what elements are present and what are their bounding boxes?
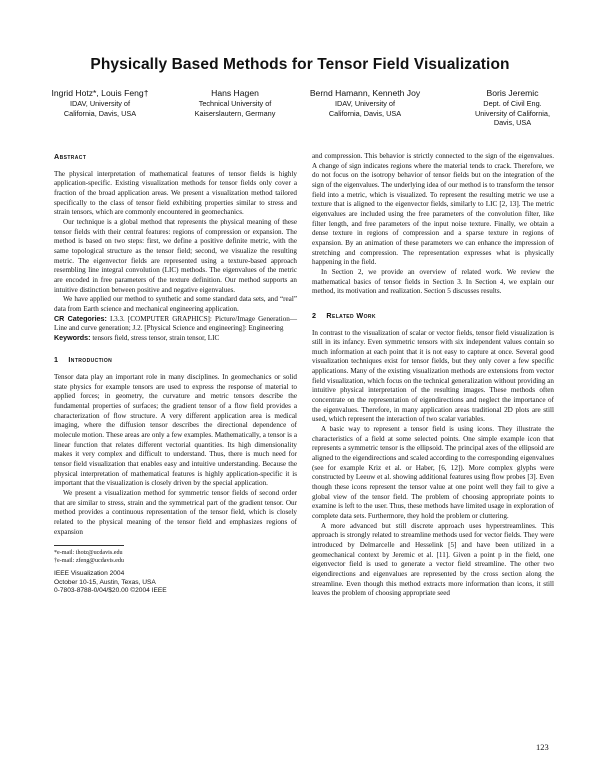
page-number: 123 bbox=[536, 742, 549, 752]
left-column bbox=[54, 152, 297, 596]
author-group-1 bbox=[40, 88, 160, 118]
author-names: Ingrid Hotz*, Louis Feng† bbox=[51, 88, 149, 98]
author-affiliation: University of California, bbox=[474, 108, 551, 118]
body-paragraph: A more advanced but still discrete approach uses hyperstreamlines. This approach is strongly related to streamline methods used for vector fields. They were introduced by Delmarcelle and Hesselink [5] and have been utilized in a geomechanical context by Jeremic et al. [11]. Given a point p in the field, one eigenvector field is used to generate a vector field streamline. The other two eigendirections and eigenvalues are represented by the cross section along the streamline. Even though this method extracts more information than icons, it still leaves the problem of choosing appropriate seed bbox=[312, 521, 554, 598]
body-paragraph: We present a visualization method for symmetric tensor fields of second order that are similar to stress, strain and the symmetrical part of the gradient tensor. Our method provides a continuous representation of the tensor field, which is closely related to the physical meaning of the tensor field and emphasizes regions of expansion bbox=[54, 489, 297, 536]
author-affiliation: IDAV, University of bbox=[334, 99, 396, 108]
section-heading-introduction bbox=[54, 355, 297, 365]
author-affiliation: IDAV, University of bbox=[69, 99, 131, 108]
cr-categories-label: CR Categories: bbox=[54, 314, 107, 323]
conference-line: October 10-15, Austin, Texas, USA bbox=[54, 578, 156, 586]
footnote-divider bbox=[54, 545, 124, 546]
body-paragraph: Tensor data play an important role in many disciplines. In geomechanics or solid state physics for example tensors are used to express the response of material to applied forces; in geometry, the curvature and metric tensors describe the fundamental properties of surfaces; the gradient tensor of a flow field provides a characterization of flow structure. A very different application area is medical imaging, where the diffusion tensor describes the directional dependence of molecule motion. These areas are only a few examples. Mathematically, a tensor is a linear function that relates different vectorial quantities. Its high dimensionality makes it very complex and difficult to understand. Thus, there is much need for tensor field visualization that enables easy and intuitive understanding. Because the physical interpretation of mathematical features is highly application-specific it is important that the visualization is closely driven by the special application. bbox=[54, 373, 297, 488]
author-group-4 bbox=[455, 88, 570, 128]
conference-line: 0-7803-8788-0/04/$20.00 ©2004 IEEE bbox=[54, 587, 167, 595]
author-group-2 bbox=[175, 88, 295, 118]
body-paragraph: In Section 2, we provide an overview of related work. We review the mathematical basics of tensor fields in Section 3. In Section 4, we explain our method, its motivation and realization. Section 5 discusses results. bbox=[312, 267, 554, 296]
body-paragraph: In contrast to the visualization of scalar or vector fields, tensor field visualization is still in its infancy. Even symmetric tensors with six independent values contain so much information at each point that it is not easy to capture at once. Several good visualization techniques exist for tensor fields, but they only cover a few specific applications. Many of the existing visualization methods are extensions from vector field visualization, which focus on the technical generalization without providing an intuitive physical interpretation of the resulting images. These methods often concentrate on the representation of eigendirections and neglect the importance of the eigenvalues. Therefore, in many application areas traditional 2D plots are still used, which represent the interaction of two scalar variables. bbox=[312, 328, 554, 424]
section-number: 2 bbox=[312, 310, 317, 320]
section-heading-related-work bbox=[312, 311, 554, 321]
footnote: †e-mail: zfeng@ucdavis.edu bbox=[54, 558, 124, 565]
section-number: 1 bbox=[54, 355, 59, 365]
conference-info bbox=[54, 570, 297, 596]
author-group-3 bbox=[290, 88, 440, 118]
author-affiliation: California, Davis, USA bbox=[63, 108, 137, 118]
author-names: Boris Jeremic bbox=[486, 88, 539, 98]
author-affiliation: Kaiserslautern, Germany bbox=[194, 108, 276, 118]
right-column bbox=[312, 152, 554, 599]
keywords bbox=[54, 334, 297, 344]
author-affiliation: Technical University of bbox=[198, 99, 272, 108]
author-affiliation: Davis, USA bbox=[493, 118, 532, 127]
section-title: Related Work bbox=[326, 310, 376, 320]
section-title: Introduction bbox=[68, 355, 113, 365]
abstract-paragraph: We have applied our method to synthetic and some standard data sets, and “real” data from Earth science and mechanical engineering application. bbox=[54, 295, 297, 313]
author-names: Bernd Hamann, Kenneth Joy bbox=[309, 88, 421, 98]
body-paragraph: and compression. This behavior is strictly connected to the sign of the eigenvalues. A change of sign indicates regions where the material tends to crack. Therefore, we do not focus on the isotropy behavior of tensor fields but on the integration of the sign of the eigenvalues. The underlying idea of our method is to transform the tensor field into a metric, which is visualized. To represent the resulting metric we use a texture that is aligned to the eigenvector fields, similarly to LIC [2, 13]. The metric eigenvalues are included using the free parameters of the convolution filter, like filter length, and free parameters of the input noise texture. Finally, we obtain a dense texture in regions of compression and a sparse texture in regions of expansion. By an animation of these parameters we can enhance the impression of stretching and compression. The representation expresses what is physically happening in the field. bbox=[312, 152, 554, 267]
body-paragraph: A basic way to represent a tensor field is using icons. They illustrate the characteristics of a field at some selected points. One simple example icon that represents a symmetric tensor is the ellipsoid. The principal axes of the ellipsoid are aligned to the eigendirections and scaled according to the corresponding eigenvalues (see for example Kriz et al. or Haber, [6, 12]). More complex glyphs were constructed by Leeuw et al. showing additional features using flow probes [3]. Even though these icons represent the tensor value at one point well they fail to give a global view of the tensor field. The problem of choosing appropriate points to examine is left to the user. Thus, these methods have limited usage in exploration of complete data sets. Furthermore, they hold the problem or cluttering. bbox=[312, 425, 554, 520]
abstract-paragraph: Our technique is a global method that represents the physical meaning of these tensor fields with their central features: regions of compression or expansion. The method is based on two steps: first, we define a positive definite metric, with the same topological structure as the tensor field; second, we visualize the resulting metric. The eigenvector fields are represented using a texture-based approach resembling line integral convolution (LIC) methods. The eigenvalues of the metric are encoded in free parameters of the texture definition. Our method supports an intuitive distinction between positive and negative eigenvalues. bbox=[54, 217, 297, 294]
keywords-label: Keywords: bbox=[54, 333, 91, 342]
footnote: *e-mail: ihotz@ucdavis.edu bbox=[54, 550, 123, 557]
author-affiliation: Dept. of Civil Eng. bbox=[483, 99, 542, 108]
abstract-heading: Abstract bbox=[54, 152, 87, 161]
paper-title: Physically Based Methods for Tensor Field Visualization bbox=[90, 56, 510, 73]
cr-categories bbox=[54, 315, 297, 334]
conference-line: IEEE Visualization 2004 bbox=[54, 570, 125, 578]
cr-categories-text: I.3.3. [COMPUTER GRAPHICS]: Picture/Image Generation—Line and curve generation; J.2. [Physical Science and engineering]: Engineering bbox=[54, 314, 297, 333]
author-affiliation: California, Davis, USA bbox=[328, 108, 402, 118]
author-names: Hans Hagen bbox=[211, 88, 259, 98]
abstract-paragraph: The physical interpretation of mathematical features of tensor fields is highly application-specific. Existing visualization methods for tensor fields only cover a fraction of the broad application areas. We present a visualization method tailored specifically to the class of tensor field exhibiting properties similar to stress and strain tensors, which are commonly encountered in geomechanics. bbox=[54, 169, 297, 217]
keywords-text: tensors field, stress tensor, strain tensor, LIC bbox=[92, 333, 220, 342]
